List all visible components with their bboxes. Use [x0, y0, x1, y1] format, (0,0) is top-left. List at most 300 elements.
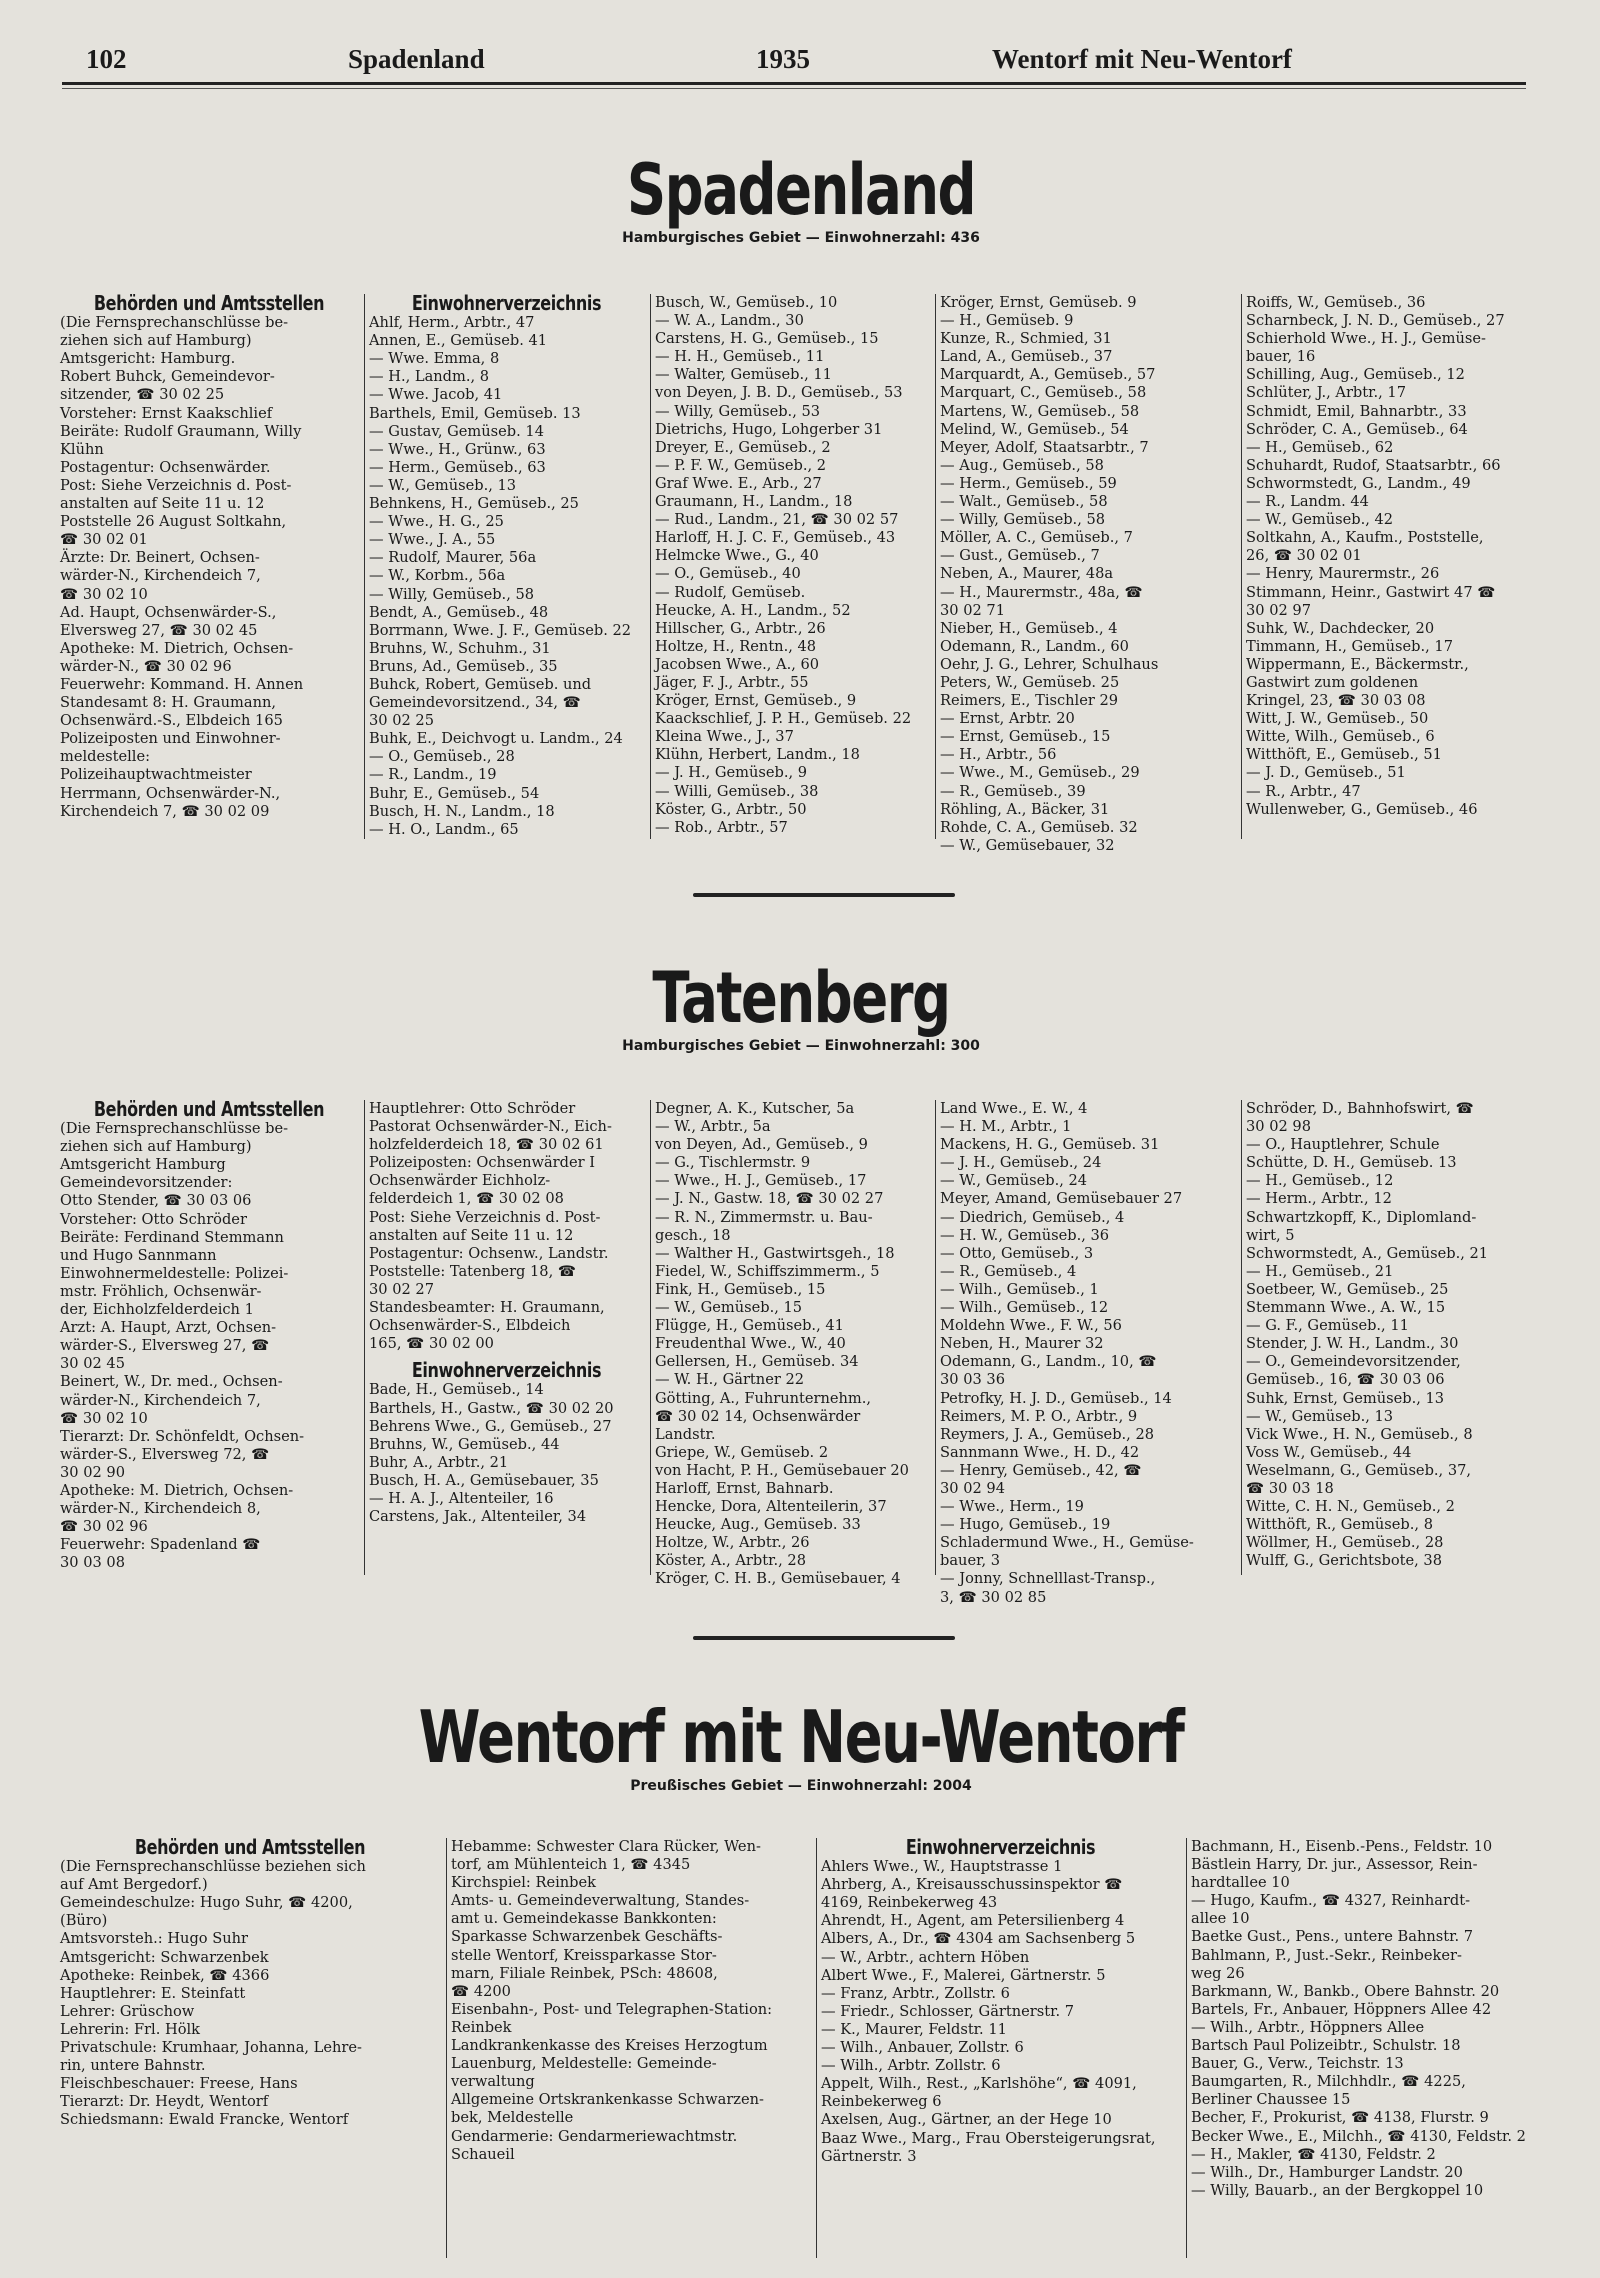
entry-line: Postagentur: Ochsenwärder. [60, 458, 271, 476]
entry-line: Rohde, C. A., Gemüseb. 32 [940, 818, 1138, 836]
entry-line: 30 02 94 [940, 1479, 1005, 1497]
entry-line: — P. F. W., Gemüseb., 2 [655, 456, 827, 474]
entry-line: — O., Gemüseb., 40 [655, 565, 801, 583]
entry-line: Postagentur: Ochsenw., Landstr. [369, 1244, 609, 1262]
entry-line: Marquardt, A., Gemüseb., 57 [940, 366, 1156, 384]
entry-line: mstr. Fröhlich, Ochsenwär- [60, 1282, 262, 1300]
entry-line: — Diedrich, Gemüseb., 4 [940, 1208, 1125, 1226]
entry-line: ziehen sich auf Hamburg) [60, 332, 252, 350]
entry-line: — R., Gemüseb., 39 [940, 782, 1086, 800]
entry-line: — Wilh., Gemüseb., 1 [940, 1280, 1099, 1298]
entry-line: Moldehn Wwe., F. W., 56 [940, 1317, 1122, 1335]
entry-line: rin, untere Bahnstr. [60, 2057, 206, 2075]
entry-line: Bruns, Ad., Gemüseb., 35 [369, 657, 558, 675]
entry-line: — W., Gemüseb., 13 [1246, 1407, 1394, 1425]
entry-line: — Wilh., Arbtr., Höppners Allee [1191, 2018, 1425, 2036]
entry-line: ziehen sich auf Hamburg) [60, 1138, 252, 1156]
entry-line: — R., Gemüseb., 4 [940, 1262, 1077, 1280]
entry-line: — J. H., Gemüseb., 24 [940, 1154, 1102, 1172]
entry-line: sitzender, ☎ 30 02 25 [60, 386, 225, 404]
entry-line: Soetbeer, W., Gemüseb., 25 [1246, 1280, 1449, 1298]
entry-line: Petrofky, H. J. D., Gemüseb., 14 [940, 1389, 1172, 1407]
entry-line: Neben, A., Maurer, 48a [940, 565, 1114, 583]
entry-line: (Die Fernsprechanschlüsse beziehen sich [60, 1858, 366, 1876]
entry-line: — Rud., Landm., 21, ☎ 30 02 57 [655, 511, 899, 529]
entry-line: — Ernst, Arbtr. 20 [940, 710, 1075, 728]
entry-line: Vorsteher: Ernst Kaakschlief [60, 404, 273, 422]
entry-line: Ochsenwärder Eichholz- [369, 1172, 551, 1190]
entry-line: — Wwe., H., Grünw., 63 [369, 440, 546, 458]
entry-line: gesch., 18 [655, 1226, 731, 1244]
entry-line: Amtsgericht Hamburg [60, 1156, 226, 1174]
entry-line: von Deyen, Ad., Gemüseb., 9 [655, 1136, 868, 1154]
entry-line: Landkrankenkasse des Kreises Herzogtum [451, 2037, 768, 2055]
entry-line: Kunze, R., Schmied, 31 [940, 330, 1112, 348]
column-heading: Einwohnerverzeichnis [411, 291, 602, 315]
entry-line: 165, ☎ 30 02 00 [369, 1335, 494, 1353]
entry-line: — Otto, Gemüseb., 3 [940, 1244, 1094, 1262]
entry-line: Baetke Gust., Pens., untere Bahnstr. 7 [1191, 1928, 1474, 1946]
entry-line: — R. N., Zimmermstr. u. Bau- [655, 1208, 873, 1226]
entry-line: Lehrer: Grüschow [60, 2002, 195, 2020]
entry-line: — Wwe., H. J., Gemüseb., 17 [655, 1172, 867, 1190]
entry-line: Schwartzkopff, K., Diplomland- [1246, 1208, 1477, 1226]
entry-line: Bruhns, W., Schuhm., 31 [369, 639, 551, 657]
entry-line: torf, am Mühlenteich 1, ☎ 4345 [451, 1856, 691, 1874]
entry-line: — H., Gemüseb., 62 [1246, 438, 1394, 456]
entry-line: — W., Gemüseb., 24 [940, 1172, 1088, 1190]
entry-line: 26, ☎ 30 02 01 [1246, 547, 1362, 565]
entry-line: — W., Arbtr., achtern Höben [821, 1948, 1030, 1966]
entry-line: — Wilh., Dr., Hamburger Landstr. 20 [1191, 2163, 1463, 2181]
entry-line: ☎ 30 02 14, Ochsenwärder [655, 1407, 861, 1425]
entry-line: wärder-N., Kirchendeich 8, [60, 1500, 261, 1518]
entry-line: — W., Gemüseb., 13 [369, 476, 517, 494]
entry-line: — G., Tischlermstr. 9 [655, 1154, 811, 1172]
entry-line: Schierhold Wwe., H. J., Gemüse- [1246, 330, 1486, 348]
entry-line: — Wwe., J. A., 55 [369, 531, 496, 549]
entry-line: Appelt, Wilh., Rest., „Karlshöhe“, ☎ 4091, [821, 2075, 1137, 2093]
entry-line: 30 02 97 [1246, 601, 1311, 619]
entry-line: Elversweg 27, ☎ 30 02 45 [60, 621, 258, 639]
entry-line: Allgemeine Ortskrankenkasse Schwarzen- [451, 2091, 764, 2109]
entry-line: Ahlf, Herm., Arbtr., 47 [369, 314, 535, 332]
column-heading: Einwohnerverzeichnis [411, 1358, 602, 1383]
entry-line: Peters, W., Gemüseb. 25 [940, 673, 1120, 691]
entry-line: Gemeindevorsitzender: [60, 1174, 233, 1192]
column [56, 1097, 364, 1575]
entry-line: Weselmann, G., Gemüseb., 37, [1246, 1461, 1472, 1479]
entry-line: marn, Filiale Reinbek, PSch: 48608, [451, 1964, 718, 1982]
entry-line: Bade, H., Gemüseb., 14 [369, 1381, 544, 1399]
entry-line: 30 03 08 [60, 1554, 125, 1572]
entry-line: — H. M., Arbtr., 1 [940, 1118, 1072, 1136]
entry-line: Apotheke: M. Dietrich, Ochsen- [60, 1481, 294, 1499]
entry-line: — Willy, Gemüseb., 58 [940, 511, 1106, 529]
entry-line: Ärzte: Dr. Beinert, Ochsen- [60, 549, 260, 567]
entry-line: Lauenburg, Meldestelle: Gemeinde- [451, 2055, 717, 2073]
entry-line: Soltkahn, A., Kaufm., Poststelle, [1246, 529, 1484, 547]
entry-line: Gemeindevorsitzend., 34, ☎ [369, 694, 581, 712]
entry-line: Amtsgericht: Schwarzenbek [60, 1948, 269, 1966]
entry-line: — J. H., Gemüseb., 9 [655, 764, 808, 782]
entry-line: anstalten auf Seite 11 u. 12 [60, 495, 265, 513]
entry-line: Ochsenwärder-S., Elbdeich [369, 1317, 571, 1335]
entry-line: Schwormstedt, A., Gemüseb., 21 [1246, 1244, 1489, 1262]
entry-line: Lehrerin: Frl. Hölk [60, 2020, 201, 2038]
entry-line: Holtze, H., Rentn., 48 [655, 637, 817, 655]
entry-line: — H. H., Gemüseb., 11 [655, 348, 825, 366]
entry-line: Holtze, W., Arbtr., 26 [655, 1534, 810, 1552]
section-columns [56, 1097, 1546, 1606]
entry-line: — Herm., Gemüseb., 59 [940, 474, 1117, 492]
entry-line: Amtsgericht: Hamburg. [60, 350, 236, 368]
entry-line: Odemann, G., Landm., 10, ☎ [940, 1353, 1157, 1371]
column [1186, 1838, 1546, 2258]
entry-line: Melind, W., Gemüseb., 54 [940, 420, 1129, 438]
entry-line: — Aug., Gemüseb., 58 [940, 456, 1104, 474]
section-columns [56, 291, 1546, 854]
entry-line: ☎ 30 02 10 [60, 585, 148, 603]
entry-line: Becher, F., Prokurist, ☎ 4138, Flurstr. 9 [1191, 2109, 1489, 2127]
entry-line: Barkmann, W., Bankb., Obere Bahnstr. 20 [1191, 1982, 1500, 2000]
entry-line: Jäger, F. J., Arbtr., 55 [655, 673, 809, 691]
entry-line: Reymers, J. A., Gemüseb., 28 [940, 1425, 1155, 1443]
entry-line: hardtallee 10 [1191, 1874, 1290, 1892]
running-header [86, 44, 1526, 78]
entry-line: Suhk, Ernst, Gemüseb., 13 [1246, 1389, 1445, 1407]
section-title: Spadenland [626, 149, 976, 231]
entry-line: und Hugo Sannmann [60, 1246, 217, 1264]
entry-line: — K., Maurer, Feldstr. 11 [821, 2020, 1007, 2038]
entry-line: Land, A., Gemüseb., 37 [940, 348, 1113, 366]
entry-line: (Die Fernsprechanschlüsse be- [60, 1120, 289, 1138]
entry-line: — Hugo, Kaufm., ☎ 4327, Reinhardt- [1191, 1892, 1471, 1910]
entry-line: Vorsteher: Otto Schröder [60, 1210, 247, 1228]
entry-line: Buhk, E., Deichvogt u. Landm., 24 [369, 730, 623, 748]
entry-line: — R., Arbtr., 47 [1246, 782, 1361, 800]
entry-line: wirt, 5 [1246, 1226, 1295, 1244]
entry-line: — Willi, Gemüseb., 38 [655, 782, 819, 800]
entry-line: Kirchendeich 7, ☎ 30 02 09 [60, 802, 270, 820]
entry-line: — O., Gemeindevorsitzender, [1246, 1353, 1461, 1371]
entry-line: Feuerwehr: Kommand. H. Annen [60, 675, 304, 693]
entry-line: — Wwe., Herm., 19 [940, 1498, 1084, 1516]
entry-line: Albers, A., Dr., ☎ 4304 am Sachsenberg 5 [821, 1930, 1136, 1948]
entry-line: — Willy, Bauarb., an der Bergkoppel 10 [1191, 2181, 1484, 2199]
entry-line: Hauptlehrer: E. Steinfatt [60, 1984, 246, 2002]
entry-line: Privatschule: Krumhaar, Johanna, Lehre- [60, 2039, 362, 2057]
entry-line: ☎ 30 02 10 [60, 1409, 148, 1427]
entry-line: — Franz, Arbtr., Zollstr. 6 [821, 1984, 1010, 2002]
header-right-title: Wentorf mit Neu-Wentorf [992, 44, 1292, 74]
entry-line: auf Amt Bergedorf.) [60, 1876, 208, 1894]
entry-line: Vick Wwe., H. N., Gemüseb., 8 [1246, 1425, 1473, 1443]
entry-line: — W., Arbtr., 5a [655, 1118, 771, 1136]
entry-line: Beiräte: Ferdinand Stemmann [60, 1228, 284, 1246]
section-title: Wentorf mit Neu-Wentorf [418, 1695, 1184, 1779]
entry-line: Schladermund Wwe., H., Gemüse- [940, 1534, 1194, 1552]
entry-line: — H., Maurermstr., 48a, ☎ [940, 583, 1143, 601]
entry-line: Otto Stender, ☎ 30 03 06 [60, 1192, 252, 1210]
entry-line: ☎ 30 02 01 [60, 531, 148, 549]
entry-line: Timmann, H., Gemüseb., 17 [1246, 637, 1453, 655]
entry-line: Herrmann, Ochsenwärder-N., [60, 784, 281, 802]
entry-line: Amts- u. Gemeindeverwaltung, Standes- [451, 1892, 750, 1910]
entry-line: Berliner Chaussee 15 [1191, 2091, 1351, 2109]
entry-line: Schilling, Aug., Gemüseb., 12 [1246, 366, 1465, 384]
entry-line: weg 26 [1191, 1964, 1245, 1982]
entry-line: Wulff, G., Gerichtsbote, 38 [1246, 1552, 1442, 1570]
entry-line: Heucke, Aug., Gemüseb. 33 [655, 1516, 861, 1534]
entry-line: Landstr. [655, 1425, 716, 1443]
entry-line: — W. A., Landm., 30 [655, 312, 804, 330]
section-spadenland [56, 149, 1546, 854]
entry-line: Sannmann Wwe., H. D., 42 [940, 1443, 1140, 1461]
entry-line: 30 03 36 [940, 1371, 1005, 1389]
entry-line: Polizeiposten: Ochsenwärder I [369, 1154, 596, 1172]
entry-line: Beinert, W., Dr. med., Ochsen- [60, 1373, 283, 1391]
entry-line: Ad. Haupt, Ochsenwärder-S., [60, 603, 277, 621]
entry-line: Wippermann, E., Bäckermstr., [1246, 655, 1469, 673]
entry-line: Gemeindeschulze: Hugo Suhr, ☎ 4200, [60, 1894, 353, 1912]
entry-line: Gemüseb., 16, ☎ 30 03 06 [1246, 1371, 1445, 1389]
entry-line: Voss W., Gemüseb., 44 [1246, 1443, 1412, 1461]
entry-line: — H., Makler, ☎ 4130, Feldstr. 2 [1191, 2145, 1436, 2163]
entry-line: Bachmann, H., Eisenb.-Pens., Feldstr. 10 [1191, 1838, 1493, 1855]
entry-line: ☎ 30 02 96 [60, 1518, 148, 1536]
column-heading: Behörden und Amtsstellen [93, 291, 325, 315]
entry-line: Meyer, Amand, Gemüsebauer 27 [940, 1190, 1183, 1208]
entry-line: Apotheke: M. Dietrich, Ochsen- [60, 639, 294, 657]
entry-line: Reimers, M. P. O., Arbtr., 9 [940, 1407, 1138, 1425]
entry-line: Griepe, W., Gemüseb. 2 [655, 1443, 829, 1461]
column-heading: Behörden und Amtsstellen [93, 1097, 325, 1121]
entry-line: — Willy, Gemüseb., 58 [369, 585, 535, 603]
entry-line: Apotheke: Reinbek, ☎ 4366 [60, 1966, 270, 1984]
entry-line: — J. N., Gastw. 18, ☎ 30 02 27 [655, 1190, 884, 1208]
entry-line: — Wilh., Arbtr. Zollstr. 6 [821, 2057, 1001, 2075]
entry-line: Stender, J. W. H., Landm., 30 [1246, 1335, 1459, 1353]
entry-line: Land Wwe., E. W., 4 [940, 1100, 1088, 1117]
entry-line: Busch, H. A., Gemüsebauer, 35 [369, 1471, 599, 1489]
entry-line: Stimmann, Heinr., Gastwirt 47 ☎ [1246, 583, 1496, 601]
entry-line: 30 02 45 [60, 1355, 125, 1373]
entry-line: 30 02 98 [1246, 1118, 1311, 1136]
entry-line: Barthels, Emil, Gemüseb. 13 [369, 404, 581, 422]
column [650, 294, 935, 839]
entry-line: Reinbek [451, 2018, 512, 2036]
column-heading: Einwohnerverzeichnis [905, 1835, 1096, 1859]
column [1241, 294, 1546, 839]
entry-line: — Willy, Gemüseb., 53 [655, 402, 821, 420]
entry-line: holzfelderdeich 18, ☎ 30 02 61 [369, 1136, 604, 1154]
entry-line: wärder-N., Kirchendeich 7, [60, 1391, 261, 1409]
entry-line: der, Eichholzfelderdeich 1 [60, 1301, 254, 1319]
entry-line: Borrmann, Wwe. J. F., Gemüseb. 22 [369, 621, 632, 639]
entry-line: bek, Meldestelle [451, 2109, 574, 2127]
column [1241, 1100, 1546, 1575]
header-rule [62, 82, 1526, 85]
entry-line: wärder-S., Elversweg 27, ☎ [60, 1337, 270, 1355]
entry-line: Post: Siehe Verzeichnis d. Post- [60, 476, 292, 494]
entry-line: — Friedr., Schlosser, Gärtnerstr. 7 [821, 2002, 1075, 2020]
entry-line: Freudenthal Wwe., W., 40 [655, 1335, 846, 1353]
entry-line: ☎ 4200 [451, 1982, 511, 2000]
entry-line: 4169, Reinbekerweg 43 [821, 1894, 998, 1912]
entry-line: — O., Gemüseb., 28 [369, 748, 515, 766]
entry-line: bauer, 3 [940, 1552, 1001, 1570]
column [816, 1835, 1186, 2258]
entry-line: — Rudolf, Maurer, 56a [369, 549, 537, 567]
entry-line: Stemmann Wwe., A. W., 15 [1246, 1299, 1446, 1317]
entry-line: Buhr, E., Gemüseb., 54 [369, 784, 540, 802]
entry-line: — H. A. J., Altenteiler, 16 [369, 1489, 554, 1507]
entry-line: Gellersen, H., Gemüseb. 34 [655, 1353, 859, 1371]
entry-line: Kaackschlief, J. P. H., Gemüseb. 22 [655, 710, 912, 728]
entry-line: Wöllmer, H., Gemüseb., 28 [1246, 1534, 1444, 1552]
entry-line: Heucke, A. H., Landm., 52 [655, 601, 851, 619]
entry-line: Sparkasse Schwarzenbek Geschäfts- [451, 1928, 723, 1946]
entry-line: Reimers, E., Tischler 29 [940, 692, 1119, 710]
entry-line: Ahlers Wwe., W., Hauptstrasse 1 [821, 1858, 1063, 1876]
entry-line: Harloff, H. J. C. F., Gemüseb., 43 [655, 529, 896, 547]
entry-line: Köster, A., Arbtr., 28 [655, 1552, 806, 1570]
entry-line: Kringel, 23, ☎ 30 03 08 [1246, 692, 1426, 710]
section-wentorf [56, 1695, 1546, 2258]
entry-line: bauer, 16 [1246, 348, 1316, 366]
entry-line: Poststelle: Tatenberg 18, ☎ [369, 1262, 577, 1280]
entry-line: — Wwe., H. G., 25 [369, 513, 504, 531]
entry-line: Wullenweber, G., Gemüseb., 46 [1246, 800, 1478, 818]
entry-line: Schlüter, J., Arbtr., 17 [1246, 384, 1407, 402]
entry-line: 30 02 27 [369, 1280, 434, 1298]
entry-line: amt u. Gemeindekasse Bankkonten: [451, 1910, 717, 1928]
entry-line: Dietrichs, Hugo, Lohgerber 31 [655, 420, 883, 438]
entry-line: Albert Wwe., F., Malerei, Gärtnerstr. 5 [821, 1966, 1106, 1984]
entry-line: Carstens, H. G., Gemüseb., 15 [655, 330, 879, 348]
column [364, 291, 650, 839]
entry-line: Becker Wwe., E., Milchh., ☎ 4130, Feldstr. 2 [1191, 2127, 1526, 2145]
entry-line: — W. H., Gärtner 22 [655, 1371, 805, 1389]
entry-line: Beiräte: Rudolf Graumann, Willy [60, 422, 302, 440]
section-divider [693, 1636, 955, 1640]
header-left-title: Spadenland [348, 44, 485, 74]
entry-line: Hauptlehrer: Otto Schröder [369, 1100, 576, 1117]
entry-line: Polizeihauptwachtmeister [60, 766, 252, 784]
entry-line: Neben, H., Maurer 32 [940, 1335, 1104, 1353]
entry-line: Schütte, D. H., Gemüseb. 13 [1246, 1154, 1457, 1172]
entry-line: Busch, H. N., Landm., 18 [369, 802, 555, 820]
entry-line: Odemann, R., Landm., 60 [940, 637, 1129, 655]
entry-line: Schwormstedt, G., Landm., 49 [1246, 474, 1471, 492]
entry-line: wärder-N., ☎ 30 02 96 [60, 657, 232, 675]
entry-line: Hencke, Dora, Altenteilerin, 37 [655, 1498, 887, 1516]
entry-line: Pastorat Ochsenwärder-N., Eich- [369, 1118, 612, 1136]
entry-line: — R., Landm., 19 [369, 766, 497, 784]
entry-line: Schröder, C. A., Gemüseb., 64 [1246, 420, 1468, 438]
entry-line: Schuhardt, Rudof, Staatsarbtr., 66 [1246, 456, 1501, 474]
entry-line: — Wwe., M., Gemüseb., 29 [940, 764, 1140, 782]
entry-line: Schröder, D., Bahnhofswirt, ☎ [1246, 1100, 1474, 1117]
entry-line: — Gustav, Gemüseb. 14 [369, 422, 544, 440]
entry-line: Möller, A. C., Gemüseb., 7 [940, 529, 1133, 547]
entry-line: Buhr, A., Arbtr., 21 [369, 1453, 509, 1471]
column [56, 1835, 446, 2258]
section-subtitle: Hamburgisches Gebiet — Einwohnerzahl: 436 [622, 230, 980, 246]
entry-line: Kleina Wwe., J., 37 [655, 728, 794, 746]
entry-line: — H., Gemüseb., 12 [1246, 1172, 1394, 1190]
entry-line: Flügge, H., Gemüseb., 41 [655, 1317, 844, 1335]
entry-line: stelle Wentorf, Kreissparkasse Stor- [451, 1946, 717, 1964]
entry-line: Barthels, H., Gastw., ☎ 30 02 20 [369, 1399, 614, 1417]
entry-line: wärder-S., Elversweg 72, ☎ [60, 1445, 270, 1463]
entry-line: Fink, H., Gemüseb., 15 [655, 1280, 826, 1298]
entry-line: Nieber, H., Gemüseb., 4 [940, 619, 1118, 637]
entry-line: — H. W., Gemüseb., 36 [940, 1226, 1110, 1244]
entry-line: — Gust., Gemüseb., 7 [940, 547, 1100, 565]
entry-line: Kirchspiel: Reinbek [451, 1874, 596, 1892]
entry-line: Marquart, C., Gemüseb., 58 [940, 384, 1147, 402]
entry-line: Götting, A., Fuhrunternehm., [655, 1389, 872, 1407]
entry-line: Busch, W., Gemüseb., 10 [655, 294, 838, 311]
entry-line: — H., Gemüseb. 9 [940, 312, 1074, 330]
entry-line: Graumann, H., Landm., 18 [655, 493, 853, 511]
column-heading: Behörden und Amtsstellen [134, 1835, 366, 1859]
entry-line: 30 02 71 [940, 601, 1005, 619]
entry-line: Witte, Wilh., Gemüseb., 6 [1246, 728, 1435, 746]
entry-line: Buhck, Robert, Gemüseb. und [369, 675, 592, 693]
entry-line: Arzt: A. Haupt, Arzt, Ochsen- [60, 1319, 277, 1337]
entry-line: von Hacht, P. H., Gemüsebauer 20 [655, 1461, 909, 1479]
entry-line: Bendt, A., Gemüseb., 48 [369, 603, 549, 621]
entry-line: Klühn [60, 440, 104, 458]
entry-line: Witte, C. H. N., Gemüseb., 2 [1246, 1498, 1455, 1516]
entry-line: Bartsch Paul Polizeibtr., Schulstr. 18 [1191, 2037, 1461, 2055]
entry-line: Suhk, W., Dachdecker, 20 [1246, 619, 1435, 637]
entry-line: Köster, G., Arbtr., 50 [655, 800, 807, 818]
entry-line: Klühn, Herbert, Landm., 18 [655, 746, 860, 764]
entry-line: Schiedsmann: Ewald Francke, Wentorf [60, 2111, 349, 2129]
entry-line: Helmcke Wwe., G., 40 [655, 547, 819, 565]
section-subtitle: Preußisches Gebiet — Einwohnerzahl: 2004 [630, 1778, 972, 1794]
entry-line: — Henry, Gemüseb., 42, ☎ [940, 1461, 1142, 1479]
entry-line: Polizeiposten und Einwohner- [60, 730, 281, 748]
entry-line: — Jonny, Schnelllast-Transp., [940, 1570, 1156, 1588]
entry-line: — J. D., Gemüseb., 51 [1246, 764, 1406, 782]
entry-line: Ahrendt, H., Agent, am Petersilienberg 4 [821, 1912, 1125, 1930]
entry-line: — H., Arbtr., 56 [940, 746, 1057, 764]
entry-line: — Rudolf, Gemüseb. [655, 583, 806, 601]
entry-line: Schaueil [451, 2145, 515, 2163]
entry-line: Post: Siehe Verzeichnis d. Post- [369, 1208, 601, 1226]
entry-line: — Wwe. Emma, 8 [369, 350, 500, 368]
entry-line: — Herm., Gemüseb., 63 [369, 458, 546, 476]
entry-line: — W., Korbm., 56a [369, 567, 506, 585]
header-rule-thin [62, 88, 1526, 89]
section-tatenberg [56, 957, 1546, 1606]
entry-line: Annen, E., Gemüseb. 41 [369, 332, 548, 350]
entry-line: Hebamme: Schwester Clara Rücker, Wen- [451, 1838, 761, 1855]
entry-line: Standesbeamter: H. Graumann, [369, 1299, 605, 1317]
entry-line: — Herm., Arbtr., 12 [1246, 1190, 1392, 1208]
entry-line: Baumgarten, R., Milchhdlr., ☎ 4225, [1191, 2073, 1466, 2091]
entry-line: von Deyen, J. B. D., Gemüseb., 53 [655, 384, 903, 402]
entry-line: Bästlein Harry, Dr. jur., Assessor, Rein- [1191, 1856, 1478, 1874]
entry-line: Kröger, Ernst, Gemüseb. 9 [940, 294, 1137, 311]
section-divider [693, 893, 955, 897]
entry-line: Eisenbahn-, Post- und Telegraphen-Station: [451, 2000, 773, 2018]
